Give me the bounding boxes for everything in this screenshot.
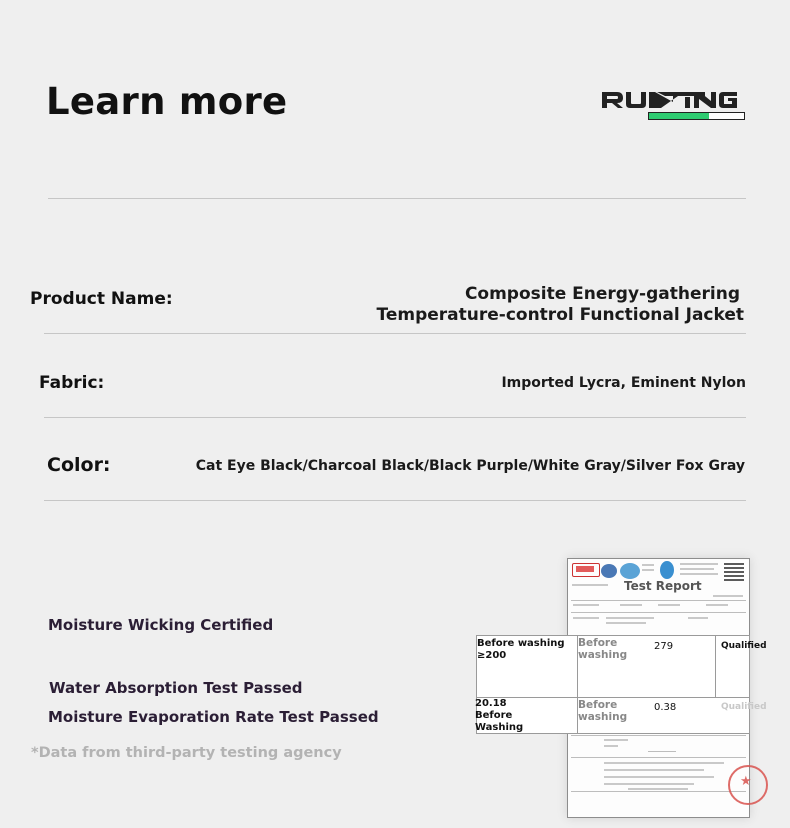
fabric-value: Imported Lycra, Eminent Nylon: [501, 375, 746, 391]
moisture-wicking-cert: Moisture Wicking Certified: [48, 616, 274, 634]
divider: [44, 333, 746, 334]
row1-condition: Before washing: [578, 637, 628, 661]
product-name-line1: Composite Energy-gathering: [464, 284, 740, 304]
row2-condition: Before washing: [578, 699, 628, 723]
row2-requirement: 20.18 Before Washing: [475, 698, 524, 733]
red-stamp-icon: ★: [728, 765, 768, 805]
cma-logo: [572, 563, 600, 577]
cnas-logo: [620, 563, 640, 579]
row1-requirement: Before washing ≥200: [477, 638, 565, 661]
product-name-value: [324, 284, 744, 326]
row2-result: Qualified: [721, 702, 767, 712]
test-results-table: [475, 635, 767, 734]
color-label: Color:: [47, 454, 111, 476]
evaporation-cert: Moisture Evaporation Rate Test Passed: [48, 708, 379, 726]
page-title: Learn more: [46, 80, 288, 123]
divider: [44, 417, 746, 418]
divider: [44, 500, 746, 501]
divider: [48, 198, 746, 199]
product-name-line2: Temperature-control Functional Jacket: [376, 305, 744, 325]
qr-code-icon: [724, 561, 744, 581]
water-absorption-cert: Water Absorption Test Passed: [49, 679, 303, 697]
running-logo: [601, 88, 749, 122]
cert-seal-icon: [660, 561, 674, 579]
row2-value: 0.38: [654, 702, 677, 713]
data-source-note: *Data from third-party testing agency: [31, 745, 342, 761]
ilac-logo: [601, 564, 617, 578]
fabric-label: Fabric:: [39, 373, 105, 393]
product-name-label: Product Name:: [30, 289, 173, 309]
color-value: Cat Eye Black/Charcoal Black/Black Purple/White Gray/Silver Fox Gray: [195, 458, 745, 474]
row1-result: Qualified: [721, 641, 767, 651]
report-title: Test Report: [624, 579, 702, 593]
row1-value: 279: [654, 641, 674, 652]
